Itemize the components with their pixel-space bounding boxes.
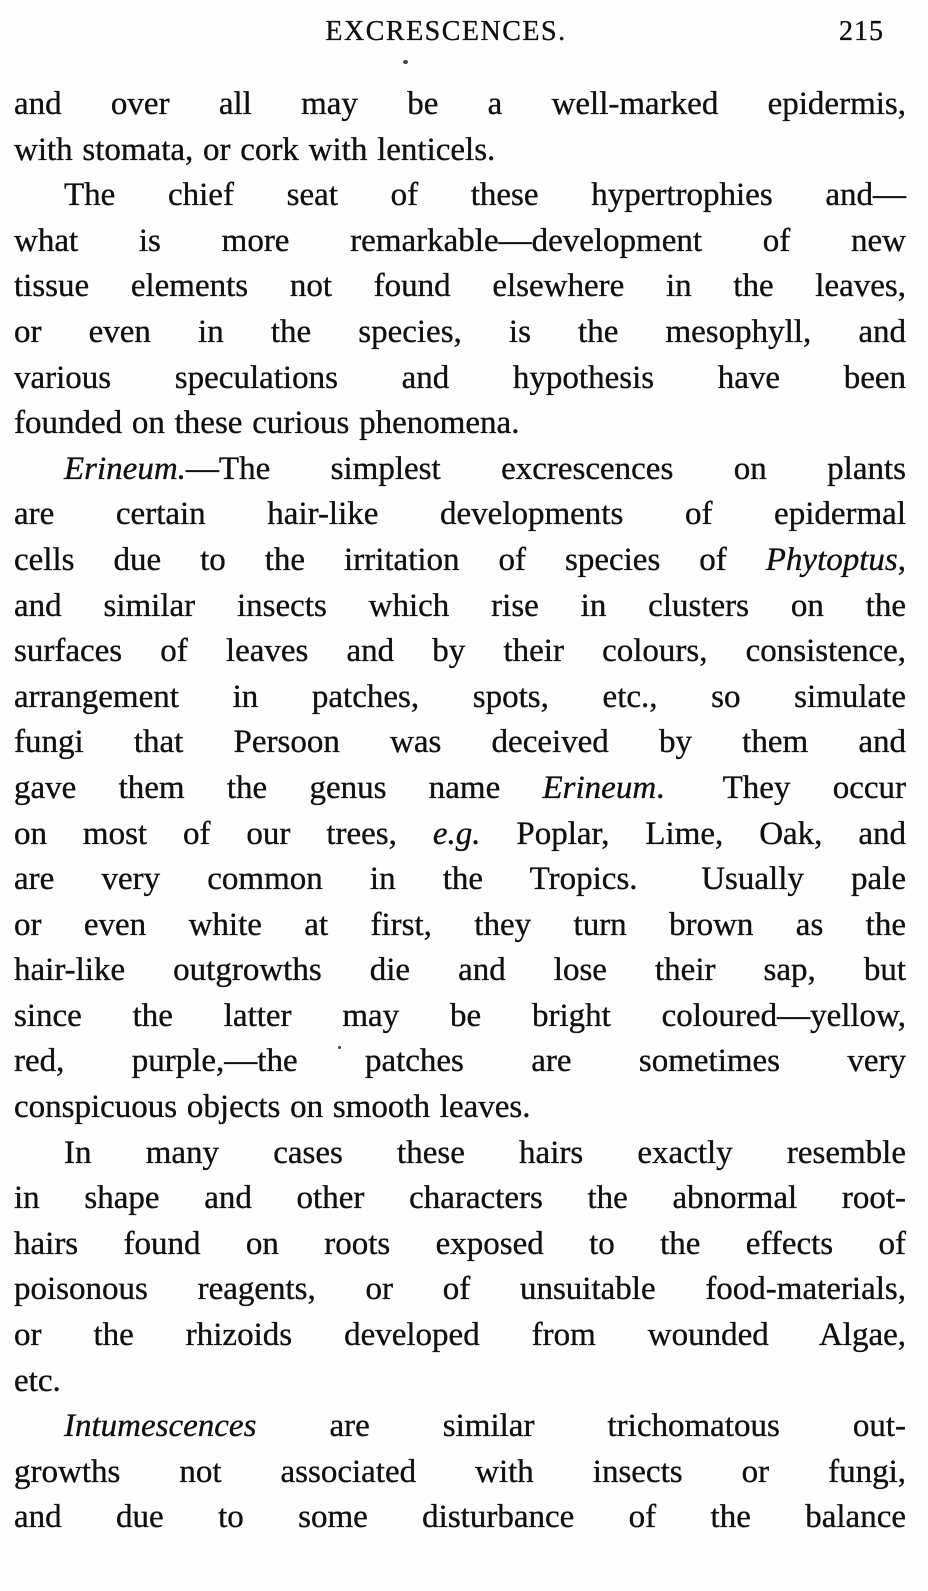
text-line — [14, 173, 906, 219]
text-segment: are certain hair-like developments of epidermal — [14, 496, 906, 533]
text-line — [14, 857, 906, 903]
italic-text: e.g. — [432, 815, 481, 852]
text-segment: founded on these curious phenomena. — [14, 405, 520, 442]
running-head-title: EXCRESCENCES. — [325, 16, 567, 47]
text-segment: on most of our trees, — [14, 815, 433, 852]
text-line — [14, 82, 906, 128]
text-line — [14, 447, 906, 493]
text-line — [14, 128, 906, 174]
text-segment: red, purple,—the patches are sometimes very — [14, 1043, 906, 1080]
paragraph — [14, 173, 906, 447]
text-line — [14, 584, 906, 630]
text-line — [14, 629, 906, 675]
page-number: 215 — [839, 16, 884, 47]
text-line — [14, 1222, 906, 1268]
text-segment: fungi that Persoon was deceived by them and — [14, 724, 906, 761]
text-segment: . They occur — [656, 769, 906, 806]
text-segment: are similar trichomatous out- — [256, 1408, 906, 1445]
text-line — [14, 492, 906, 538]
text-line — [14, 903, 906, 949]
paragraph — [14, 1404, 906, 1541]
text-segment: cells due to the irritation of species of — [14, 541, 766, 578]
text-segment: or even white at first, they turn brown as the — [14, 906, 906, 943]
ink-spot — [403, 60, 408, 64]
text-segment: are very common in the Tropics. Usually pale — [14, 861, 906, 898]
text-line — [14, 356, 906, 402]
paragraph — [14, 1131, 906, 1405]
text-segment: arrangement in patches, spots, etc., so simulate — [14, 678, 906, 715]
text-segment: or even in the species, is the mesophyll, and — [14, 313, 906, 350]
text-line — [14, 1267, 906, 1313]
text-segment: conspicuous objects on smooth leaves. — [14, 1089, 531, 1126]
text-segment: various speculations and hypothesis have been — [14, 359, 906, 396]
text-line — [14, 1131, 906, 1177]
italic-text: Intumescences — [64, 1408, 257, 1445]
text-segment: and over all may be a well-marked epidermis, — [14, 86, 906, 122]
text-segment: since the latter may be bright coloured—yellow, — [14, 997, 906, 1034]
italic-text: Erineum. — [64, 450, 186, 487]
text-line — [14, 538, 906, 584]
text-line — [14, 264, 906, 310]
text-segment: surfaces of leaves and by their colours, consistence, — [14, 633, 906, 670]
italic-text: Phytoptus — [765, 541, 898, 578]
text-line — [14, 401, 906, 447]
text-segment: Poplar, Lime, Oak, and — [480, 815, 907, 852]
text-segment: growths not associated with insects or fungi, — [14, 1453, 906, 1490]
paragraph — [14, 447, 906, 1131]
text-line — [14, 994, 906, 1040]
page-header — [0, 14, 928, 58]
text-segment: or the rhizoids developed from wounded Algae, — [14, 1317, 906, 1354]
text-line — [14, 948, 906, 994]
text-line — [14, 1313, 906, 1359]
text-segment: In many cases these hairs exactly resemble — [64, 1134, 906, 1171]
text-segment: and due to some disturbance of the balance — [14, 1499, 906, 1536]
text-segment: with stomata, or cork with lenticels. — [14, 131, 496, 168]
text-segment: poisonous reagents, or of unsuitable food-materials, — [14, 1271, 906, 1308]
text-segment: , — [897, 541, 906, 578]
text-line — [14, 812, 906, 858]
text-line — [14, 720, 906, 766]
text-line — [14, 1085, 906, 1131]
text-line — [14, 1176, 906, 1222]
text-line — [14, 1404, 906, 1450]
text-segment: hairs found on roots exposed to the effects of — [14, 1225, 906, 1262]
text-segment: —The simplest excrescences on plants — [185, 450, 906, 487]
text-line — [14, 1495, 906, 1541]
text-line — [14, 1039, 906, 1085]
text-segment: etc. — [14, 1362, 61, 1399]
text-line — [14, 766, 906, 812]
italic-text: Erineum — [542, 769, 657, 806]
text-segment: and similar insects which rise in clusters on the — [14, 587, 906, 624]
text-segment: hair-like outgrowths die and lose their sap, but — [14, 952, 906, 989]
text-line — [14, 219, 906, 265]
text-line — [14, 1450, 906, 1496]
text-segment: tissue elements not found elsewhere in the leaves, — [14, 268, 906, 305]
text-segment: gave them the genus name — [14, 769, 543, 806]
text-line — [14, 675, 906, 721]
paragraph — [14, 82, 906, 173]
text-body — [14, 82, 906, 1541]
text-segment: The chief seat of these hypertrophies and— — [64, 177, 906, 214]
text-line — [14, 310, 906, 356]
text-segment: in shape and other characters the abnormal root- — [14, 1180, 906, 1217]
text-segment: what is more remarkable—development of new — [14, 222, 906, 259]
text-line — [14, 1359, 906, 1405]
